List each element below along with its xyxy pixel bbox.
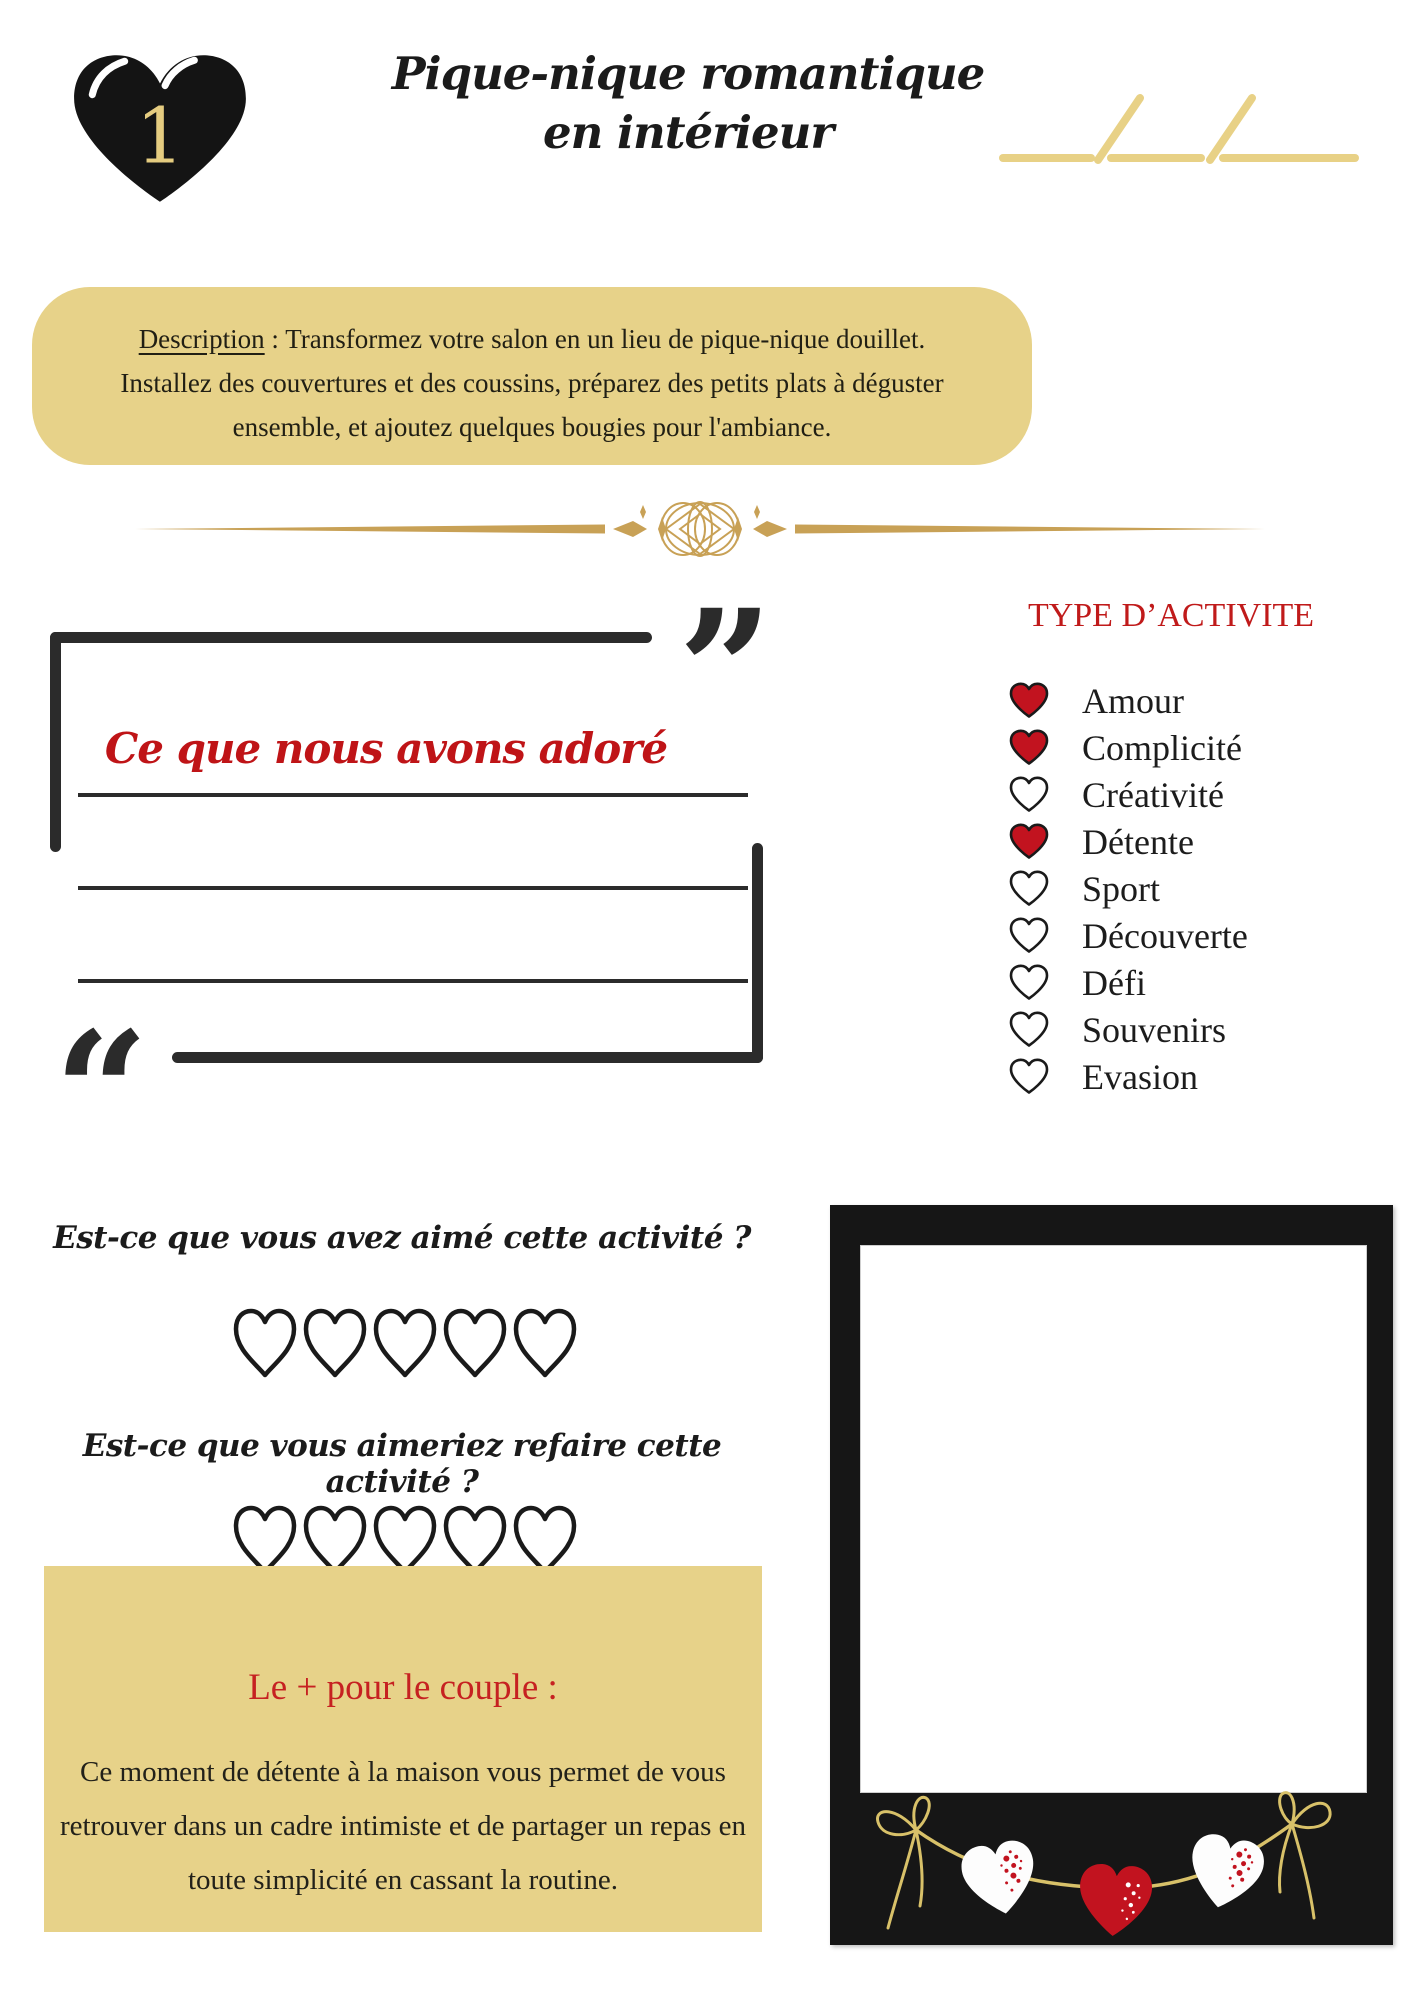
quote-frame-right xyxy=(752,843,763,1063)
activity-heart-checkbox[interactable] xyxy=(1008,964,1050,1002)
activity-type-label: Détente xyxy=(1082,821,1194,862)
closing-quote-icon: ” xyxy=(678,573,773,767)
date-blank-lines xyxy=(995,88,1365,170)
activity-type-label: Evasion xyxy=(1082,1056,1198,1097)
activity-type-heading: TYPE D’ACTIVITE xyxy=(1027,597,1315,634)
activity-type-label: Complicité xyxy=(1082,727,1242,768)
activity-type-label: Sport xyxy=(1082,868,1161,909)
activity-heart-checkbox[interactable] xyxy=(1008,1058,1050,1096)
question-redo-activity: Est-ce que vous aimeriez refaire cette activité ? xyxy=(82,1428,722,1500)
page-number-heart-icon xyxy=(64,48,256,208)
activity-heart-checkbox[interactable] xyxy=(1008,870,1050,908)
photo-placeholder xyxy=(860,1245,1367,1793)
activity-type-row xyxy=(1008,771,1248,818)
answer-line[interactable] xyxy=(78,979,748,983)
opening-quote-icon: “ xyxy=(54,995,149,1189)
garland-heart-white-icon xyxy=(1183,1830,1268,1914)
activity-type-row xyxy=(1008,1053,1248,1100)
activity-heart-checkbox[interactable] xyxy=(1008,776,1050,814)
description-label: Description xyxy=(138,324,265,354)
ornamental-divider xyxy=(135,500,1265,558)
question-liked-activity: Est-ce que vous avez aimé cette activité ? xyxy=(53,1220,751,1256)
garland-heart-red-icon xyxy=(1077,1863,1154,1939)
answer-line[interactable] xyxy=(78,886,748,890)
activity-heart-checkbox[interactable] xyxy=(1008,823,1050,861)
activity-type-row xyxy=(1008,677,1248,724)
activity-type-label: Souvenirs xyxy=(1082,1009,1226,1050)
couple-benefit-text: Ce moment de détente à la maison vous permet de vous retrouver dans un cadre intimiste et de partager un repas en toute simplicité en cassant la routine. xyxy=(59,1756,747,1896)
description-separator: : xyxy=(264,324,286,354)
polaroid-frame xyxy=(830,1205,1393,1945)
description-text: Transformez votre salon en un lieu de pique-nique douillet. Installez des couvertures et des coussins, préparez des petits plats à déguster ensemble, et ajoutez quelques bougies pour l'ambiance. xyxy=(120,324,944,442)
page-title-line2: en intérieur xyxy=(542,106,834,159)
quote-frame-bottom xyxy=(172,1052,763,1063)
activity-heart-checkbox[interactable] xyxy=(1008,729,1050,767)
activity-type-label: Découverte xyxy=(1082,915,1248,956)
page-number: 1 xyxy=(135,92,185,182)
rating-heart-icon[interactable] xyxy=(441,1306,509,1380)
activity-type-label: Créativité xyxy=(1082,774,1224,815)
bow-icon xyxy=(1280,1793,1331,1918)
rating-heart-icon[interactable] xyxy=(301,1306,369,1380)
couple-benefit-box xyxy=(44,1566,762,1932)
quote-frame-top xyxy=(50,632,652,643)
quote-frame-left xyxy=(50,632,61,852)
page-title xyxy=(363,44,1013,162)
description-box xyxy=(32,287,1032,465)
activity-type-list xyxy=(1008,677,1248,1100)
activity-type-label: Amour xyxy=(1082,680,1184,721)
page-title-line1: Pique-nique romantique xyxy=(391,47,985,100)
activity-heart-checkbox[interactable] xyxy=(1008,917,1050,955)
rating-hearts-row xyxy=(231,1306,579,1380)
quote-section-title: Ce que nous avons adoré xyxy=(104,724,668,773)
activity-heart-checkbox[interactable] xyxy=(1008,1011,1050,1049)
bow-icon xyxy=(878,1797,930,1928)
rating-heart-icon[interactable] xyxy=(371,1306,439,1380)
rating-heart-icon[interactable] xyxy=(511,1306,579,1380)
activity-type-row xyxy=(1008,959,1248,1006)
garland-heart-white-icon xyxy=(958,1837,1041,1919)
answer-line[interactable] xyxy=(78,793,748,797)
activity-type-row xyxy=(1008,865,1248,912)
hearts-garland-illustration xyxy=(830,1788,1393,1945)
activity-heart-checkbox[interactable] xyxy=(1008,682,1050,720)
activity-type-label: Défi xyxy=(1082,962,1146,1003)
couple-benefit-title: Le + pour le couple : xyxy=(248,1667,558,1708)
activity-type-row xyxy=(1008,818,1248,865)
rating-heart-icon[interactable] xyxy=(231,1306,299,1380)
activity-type-row xyxy=(1008,1006,1248,1053)
activity-type-row xyxy=(1008,724,1248,771)
activity-type-row xyxy=(1008,912,1248,959)
